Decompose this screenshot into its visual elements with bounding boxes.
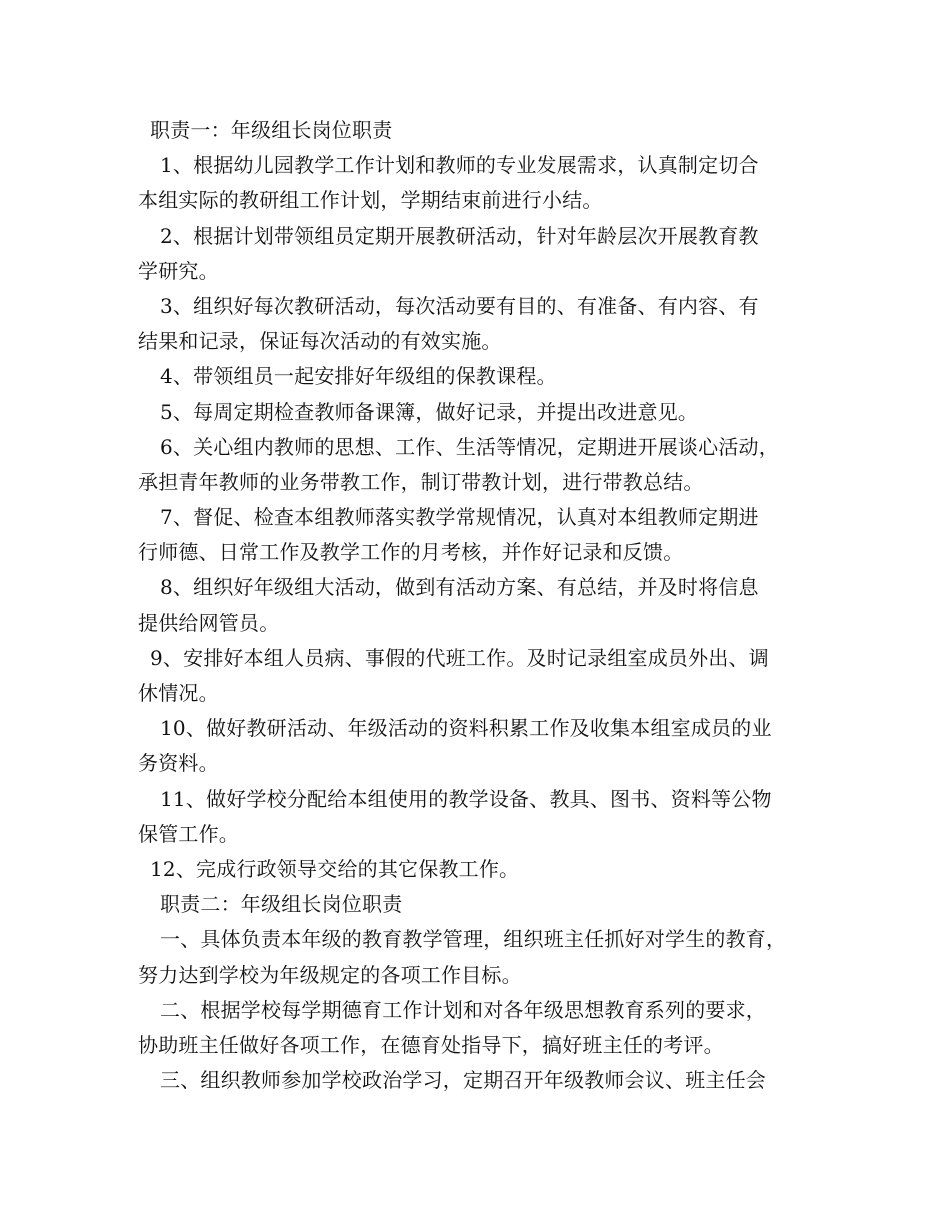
paragraph-line: 本组实际的教研组工作计划，学期结束前进行小结。 [138,188,603,213]
paragraph-line: 12、完成行政领导交给的其它保教工作。 [150,856,520,881]
paragraph-line: 6、关心组内教师的思想、工作、生活等情况，定期进开展谈心活动， [160,434,779,459]
paragraph-line: 5、每周定期检查教师备课簿，做好记录，并提出改进意见。 [160,399,699,424]
paragraph-line: 休情况。 [138,681,219,705]
paragraph-line: 提供给网管员。 [138,610,280,635]
paragraph-line: 协助班主任做好各项工作，在德育处指导下，搞好班主任的考评。 [138,1032,724,1057]
paragraph-line: 8、组织好年级组大活动，做到有活动方案、有总结，并及时将信息 [160,575,759,600]
paragraph-line: 2、根据计划带领组员定期开展教研活动，针对年龄层次开展教育教 [160,223,759,248]
paragraph-line: 一、具体负责本年级的教育教学管理，组织班主任抓好对学生的教育， [160,927,787,952]
paragraph-line: 1、根据幼儿园教学工作计划和教师的专业发展需求，认真制定切合 [160,153,759,178]
paragraph-line: 4、带领组员一起安排好年级组的保教课程。 [160,364,557,389]
paragraph-line: 10、做好教研活动、年级活动的资料积累工作及收集本组室成员的业 [160,716,772,741]
paragraph-line: 承担青年教师的业务带教工作，制订带教计划，进行带教总结。 [138,469,704,494]
paragraph-line: 9、安排好本组人员病、事假的代班工作。及时记录组室成员外出、调 [150,645,769,670]
paragraph-line: 3、组织好每次教研活动，每次活动要有目的、有准备、有内容、有 [160,293,759,318]
paragraph-line: 11、做好学校分配给本组使用的教学设备、教具、图书、资料等公物 [160,786,772,811]
paragraph-line: 努力达到学校为年级规定的各项工作目标。 [138,962,522,987]
paragraph-line: 7、督促、检查本组教师落实教学常规情况，认真对本组教师定期进 [160,505,759,530]
paragraph-line: 二、根据学校每学期德育工作计划和对各年级思想教育系列的要求， [160,997,766,1022]
paragraph-line: 行师德、日常工作及教学工作的月考核，并作好记录和反馈。 [138,540,684,565]
paragraph-line: 务资料。 [138,751,219,776]
document-body [138,113,838,1098]
paragraph-line: 保管工作。 [138,821,239,846]
paragraph-line: 学研究。 [138,258,219,283]
section-heading-1: 职责一：年级组长岗位职责 [150,118,393,142]
paragraph-line: 三、组织教师参加学校政治学习，定期召开年级教师会议、班主任会 [160,1068,766,1093]
paragraph-line: 结果和记录，保证每次活动的有效实施。 [138,329,502,354]
section-heading-2: 职责二：年级组长岗位职责 [160,892,403,917]
